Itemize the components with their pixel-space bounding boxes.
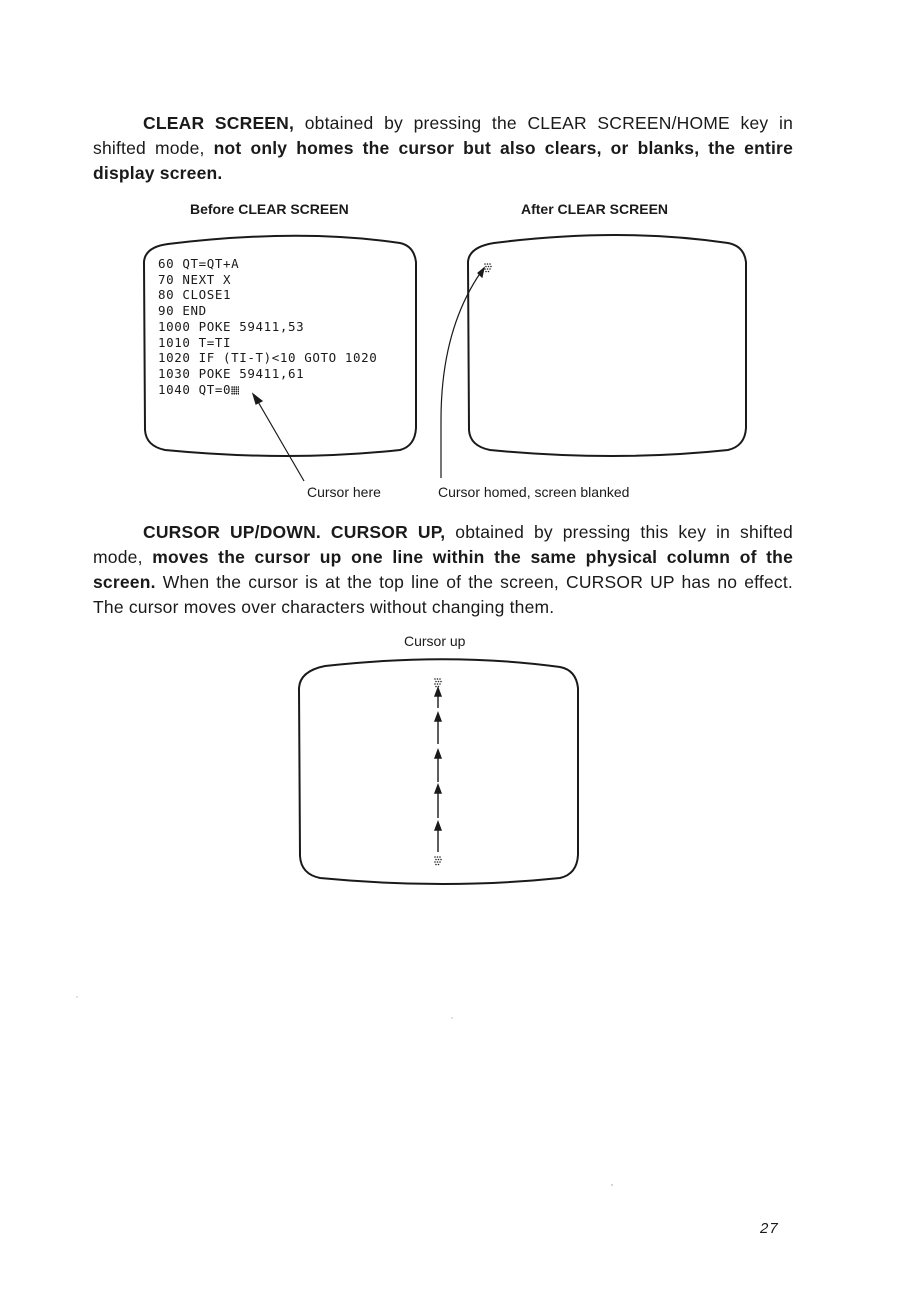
- clear-screen-text: obtained by pressing the CLEAR SCREEN/HOME key in shifted mode,: [93, 113, 794, 158]
- cursor-homed-caption: Cursor homed, screen blanked: [438, 484, 630, 500]
- clear-screen-emphasis: not only homes the cursor but also clears, or blanks, the entire display screen.: [93, 138, 793, 183]
- page-number: 27: [760, 1220, 779, 1237]
- before-screen-code: [158, 256, 377, 397]
- code-line: 70 NEXT X: [158, 271, 232, 287]
- after-screen-frame: [468, 235, 746, 456]
- code-line: 1000 POKE 59411,53: [158, 318, 305, 334]
- cursor-up-bottom-block-icon: [434, 856, 442, 865]
- after-clear-label: After CLEAR SCREEN: [521, 201, 669, 217]
- cursor-up-emphasis: moves the cursor up one line within the same physical column of the screen.: [93, 547, 794, 592]
- cursor-block-icon: [231, 386, 239, 395]
- homed-cursor-icon: [484, 263, 492, 272]
- after-cursor-pointer: [441, 272, 481, 478]
- cursor-up-text-2: When the cursor is at the top line of the screen, CURSOR UP has no effect. The cursor moves over characters without changing them.: [93, 572, 793, 617]
- before-cursor-pointer: [257, 400, 304, 481]
- cursor-up-down-heading: CURSOR UP/DOWN. CURSOR UP,: [143, 522, 446, 542]
- code-line: 1030 POKE 59411,61: [158, 365, 305, 381]
- cursor-up-text: obtained by pressing this key in shifted mode,: [93, 522, 793, 567]
- code-line: 1010 T=TI: [158, 334, 232, 350]
- cursor-up-top-block-icon: [434, 678, 442, 687]
- cursor-up-down-paragraph: [93, 520, 793, 620]
- code-line: 1040 QT=0: [158, 381, 232, 397]
- clear-screen-heading: CLEAR SCREEN,: [143, 113, 295, 133]
- cursor-up-arrows: [435, 688, 441, 852]
- cursor-up-label: Cursor up: [404, 633, 466, 649]
- code-line-with-cursor: [158, 382, 377, 398]
- before-clear-label: Before CLEAR SCREEN: [190, 201, 349, 217]
- cursor-here-caption: Cursor here: [307, 484, 381, 500]
- code-line: 80 CLOSE1: [158, 287, 232, 303]
- code-line: 60 QT=QT+A: [158, 256, 240, 271]
- code-line: 1020 IF (TI-T)<10 GOTO 1020: [158, 350, 378, 366]
- code-line: 90 END: [158, 303, 207, 319]
